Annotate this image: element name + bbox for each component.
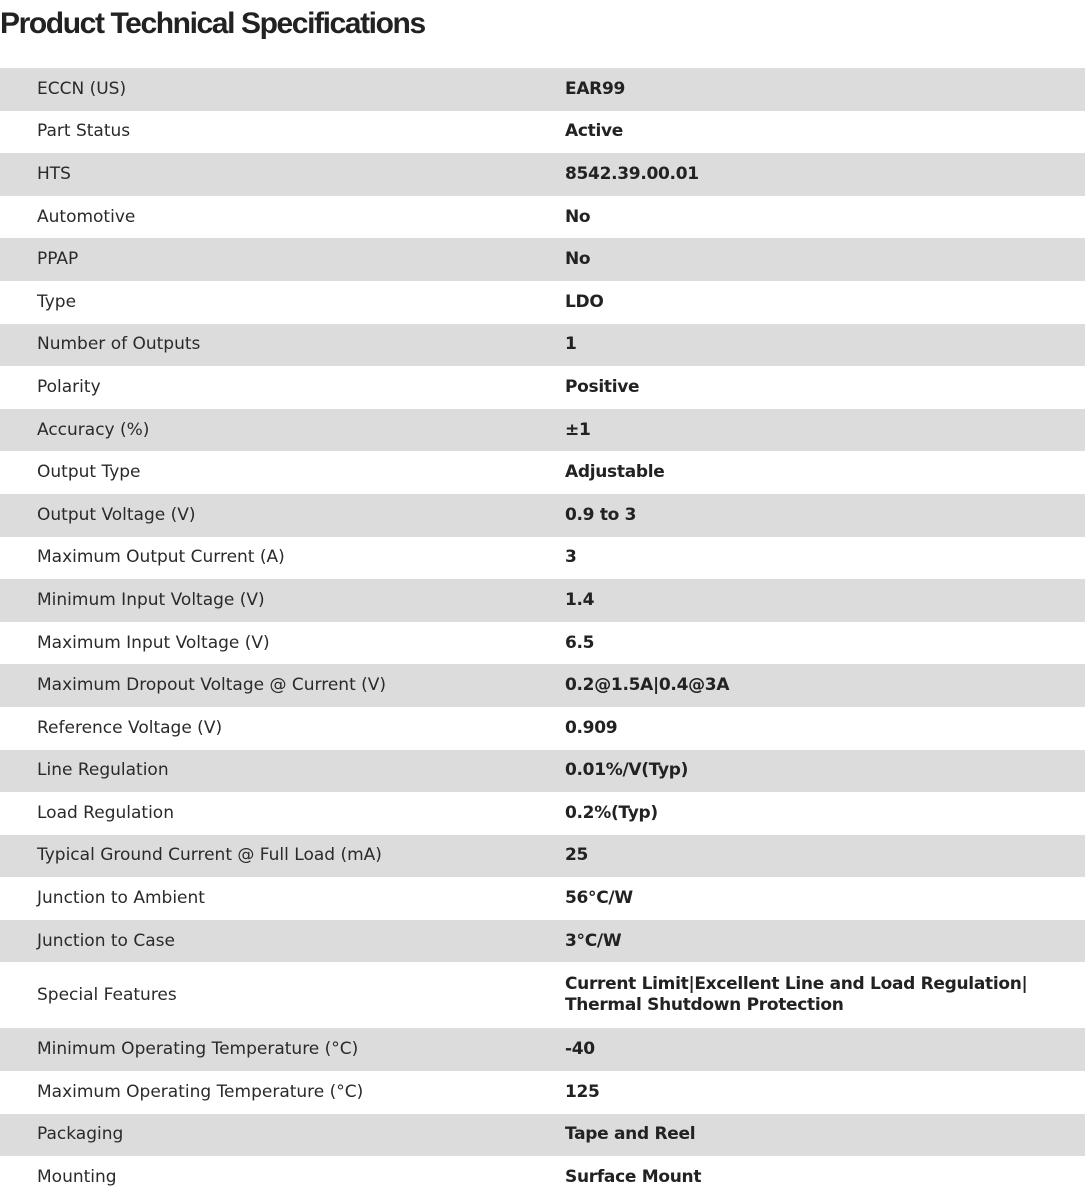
spec-row-ground-current <box>0 835 1085 878</box>
spec-row-max-operating-temp <box>0 1071 1085 1114</box>
spec-value: 0.01%/V(Typ) <box>565 750 1085 793</box>
spec-row-polarity <box>0 366 1085 409</box>
spec-value: 125 <box>565 1081 600 1102</box>
spec-value: Positive <box>565 376 640 397</box>
spec-table <box>0 68 1085 1199</box>
spec-label: Load Regulation <box>37 802 174 823</box>
spec-value: 6.5 <box>565 632 595 653</box>
spec-value: 0.909 <box>565 717 618 738</box>
page-title: Product Technical Specifications <box>0 7 425 40</box>
spec-row-packaging <box>0 1114 1085 1157</box>
spec-label: Line Regulation <box>0 750 565 793</box>
spec-label: Typical Ground Current @ Full Load (mA) <box>0 835 565 878</box>
spec-value: 1.4 <box>565 579 1085 622</box>
spec-label: Maximum Input Voltage (V) <box>37 632 270 653</box>
spec-label: Mounting <box>37 1167 117 1188</box>
spec-value: Tape and Reel <box>565 1114 1085 1157</box>
spec-row-automotive <box>0 196 1085 239</box>
spec-value: 25 <box>565 835 1085 878</box>
spec-row-eccn <box>0 68 1085 111</box>
spec-row-reference-voltage <box>0 707 1085 750</box>
spec-row-max-input-voltage <box>0 622 1085 665</box>
spec-label: Maximum Operating Temperature (°C) <box>37 1081 364 1102</box>
spec-label: Minimum Operating Temperature (°C) <box>0 1028 565 1071</box>
spec-row-junction-to-case <box>0 920 1085 963</box>
spec-value: 0.2%(Typ) <box>565 802 658 823</box>
spec-row-part-status <box>0 111 1085 154</box>
spec-label: Minimum Input Voltage (V) <box>0 579 565 622</box>
spec-row-junction-to-ambient <box>0 877 1085 920</box>
spec-label: Maximum Output Current (A) <box>37 547 285 568</box>
spec-value: 1 <box>565 324 1085 367</box>
spec-label: ECCN (US) <box>0 68 565 111</box>
spec-label: Automotive <box>37 206 136 227</box>
spec-value: 8542.39.00.01 <box>565 153 1085 196</box>
spec-value: No <box>565 238 1085 281</box>
spec-row-special-features <box>0 962 1085 1028</box>
spec-value: 56°C/W <box>565 888 633 909</box>
spec-value: LDO <box>565 291 604 312</box>
spec-row-type <box>0 281 1085 324</box>
spec-label: Maximum Dropout Voltage @ Current (V) <box>0 664 565 707</box>
spec-label: Number of Outputs <box>0 324 565 367</box>
spec-label: Part Status <box>37 121 131 142</box>
spec-label: HTS <box>0 153 565 196</box>
spec-label: Type <box>37 291 77 312</box>
spec-value: 3 <box>565 547 577 568</box>
spec-label: Junction to Case <box>0 920 565 963</box>
spec-label: Junction to Ambient <box>37 888 205 909</box>
spec-value: 3°C/W <box>565 920 1085 963</box>
spec-row-max-dropout-voltage <box>0 664 1085 707</box>
spec-row-min-input-voltage <box>0 579 1085 622</box>
spec-value: Active <box>565 121 623 142</box>
spec-value: Adjustable <box>565 462 665 483</box>
spec-label: Packaging <box>0 1114 565 1157</box>
spec-label: Reference Voltage (V) <box>37 717 223 738</box>
spec-row-number-of-outputs <box>0 324 1085 367</box>
spec-row-min-operating-temp <box>0 1028 1085 1071</box>
spec-row-mounting <box>0 1156 1085 1199</box>
spec-value: -40 <box>565 1028 1085 1071</box>
spec-value: Surface Mount <box>565 1167 702 1188</box>
spec-value: 0.9 to 3 <box>565 494 1085 537</box>
spec-row-line-regulation <box>0 750 1085 793</box>
spec-value: Current Limit|Excellent Line and Load Regulation|Thermal Shutdown Protection <box>565 974 1028 1016</box>
spec-row-output-type <box>0 451 1085 494</box>
spec-row-max-output-current <box>0 537 1085 580</box>
spec-value: ±1 <box>565 409 1085 452</box>
spec-label: PPAP <box>0 238 565 281</box>
spec-row-load-regulation <box>0 792 1085 835</box>
spec-value: 0.2@1.5A|0.4@3A <box>565 664 1085 707</box>
spec-value: No <box>565 206 591 227</box>
spec-row-hts <box>0 153 1085 196</box>
spec-value: EAR99 <box>565 68 1085 111</box>
spec-label: Output Voltage (V) <box>0 494 565 537</box>
spec-row-accuracy <box>0 409 1085 452</box>
spec-label: Polarity <box>37 376 101 397</box>
spec-row-ppap <box>0 238 1085 281</box>
spec-label: Output Type <box>37 462 141 483</box>
spec-row-output-voltage <box>0 494 1085 537</box>
spec-label: Accuracy (%) <box>0 409 565 452</box>
spec-label: Special Features <box>37 984 177 1005</box>
